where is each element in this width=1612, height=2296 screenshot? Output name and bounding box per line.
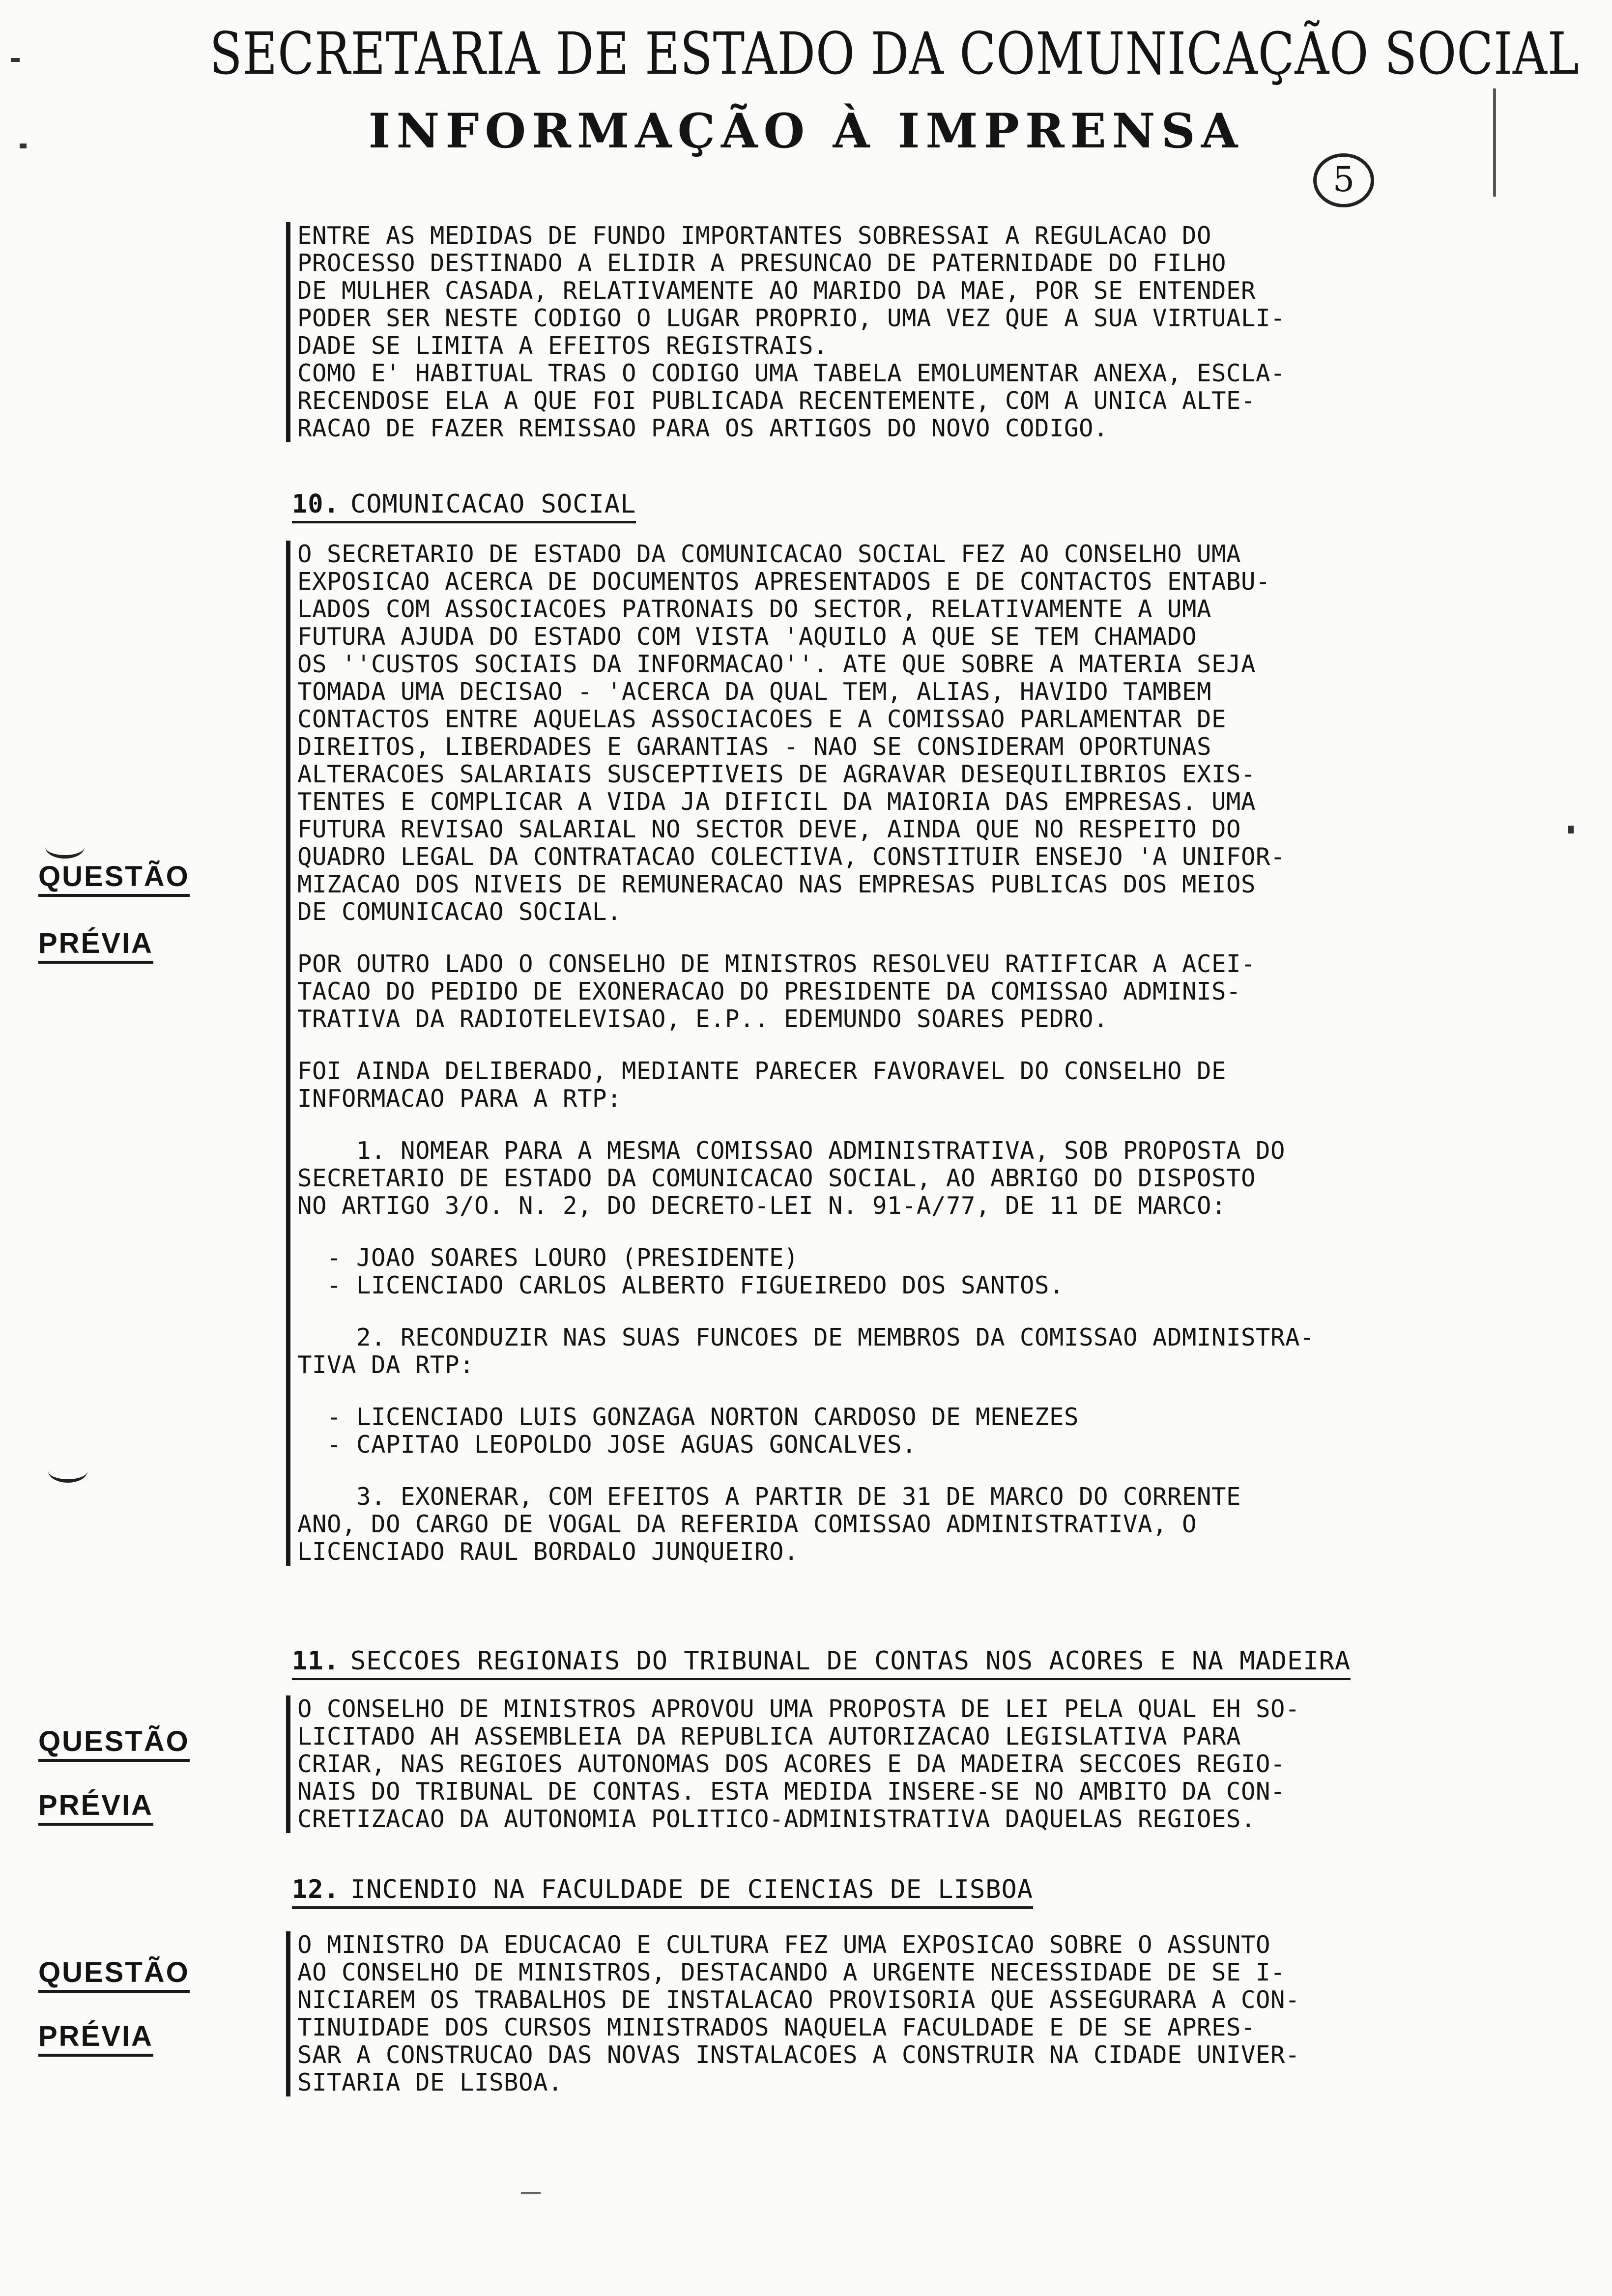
- section-body-12: [286, 1931, 1300, 2096]
- section-number: 11.: [292, 1646, 340, 1676]
- text-line: PODER SER NESTE CODIGO O LUGAR PROPRIO, UMA VEZ QUE A SUA VIRTUALI-: [297, 304, 1286, 332]
- text-line: LICITADO AH ASSEMBLEIA DA REPUBLICA AUTORIZACAO LEGISLATIVA PARA: [297, 1722, 1241, 1751]
- text-line: ENTRE AS MEDIDAS DE FUNDO IMPORTANTES SOBRESSAI A REGULACAO DO: [297, 222, 1212, 250]
- scan-mark: [521, 2192, 541, 2194]
- text-line: DIREITOS, LIBERDADES E GARANTIAS - NAO SE CONSIDERAM OPORTUNAS: [297, 733, 1212, 761]
- list-item: - CAPITAO LEOPOLDO JOSE AGUAS GONCALVES.: [297, 1431, 917, 1459]
- text-line: TRATIVA DA RADIOTELEVISAO, E.P.. EDEMUNDO SOARES PEDRO.: [297, 1005, 1109, 1033]
- margin-note-previa: PRÉVIA: [38, 927, 153, 964]
- text-line: NAIS DO TRIBUNAL DE CONTAS. ESTA MEDIDA INSERE-SE NO AMBITO DA CON-: [297, 1778, 1286, 1806]
- text-line: ANO, DO CARGO DE VOGAL DA REFERIDA COMISSAO ADMINISTRATIVA, O: [297, 1510, 1197, 1538]
- text-line: CRETIZACAO DA AUTONOMIA POLITICO-ADMINISTRATIVA DAQUELAS REGIOES.: [297, 1805, 1256, 1833]
- text-line: O SECRETARIO DE ESTADO DA COMUNICACAO SOCIAL FEZ AO CONSELHO UMA: [297, 540, 1241, 568]
- text-line: COMO E' HABITUAL TRAS O CODIGO UMA TABELA EMOLUMENTAR ANEXA, ESCLA-: [297, 359, 1286, 387]
- scan-mark: [1493, 88, 1496, 197]
- text-line: O CONSELHO DE MINISTROS APROVOU UMA PROPOSTA DE LEI PELA QUAL EH SO-: [297, 1695, 1300, 1723]
- text-line: TENTES E COMPLICAR A VIDA JA DIFICIL DA MAIORIA DAS EMPRESAS. UMA: [297, 788, 1256, 816]
- text-line: TIVA DA RTP:: [297, 1351, 475, 1379]
- section-body-10: [286, 541, 1315, 1566]
- text-line: SECRETARIO DE ESTADO DA COMUNICACAO SOCIAL, AO ABRIGO DO DISPOSTO: [297, 1164, 1256, 1192]
- text-line: FUTURA REVISAO SALARIAL NO SECTOR DEVE, AINDA QUE NO RESPEITO DO: [297, 815, 1241, 843]
- text-line: TACAO DO PEDIDO DE EXONERACAO DO PRESIDENTE DA COMISSAO ADMINIS-: [297, 977, 1241, 1005]
- text-line: OS ''CUSTOS SOCIAIS DA INFORMACAO''. ATE QUE SOBRE A MATERIA SEJA: [297, 650, 1256, 678]
- page-number: 5: [1313, 153, 1374, 207]
- text-line: CRIAR, NAS REGIOES AUTONOMAS DOS ACORES E DA MADEIRA SECCOES REGIO-: [297, 1750, 1286, 1778]
- scan-mark: [11, 58, 20, 62]
- text-line: 3. EXONERAR, COM EFEITOS A PARTIR DE 31 DE MARCO DO CORRENTE: [297, 1483, 1241, 1511]
- margin-note-previa: PRÉVIA: [38, 1789, 153, 1826]
- section-title: SECCOES REGIONAIS DO TRIBUNAL DE CONTAS NOS ACORES E NA MADEIRA: [350, 1646, 1351, 1676]
- margin-mark: [45, 835, 85, 859]
- text-line: FOI AINDA DELIBERADO, MEDIANTE PARECER FAVORAVEL DO CONSELHO DE: [297, 1057, 1227, 1085]
- text-line: MIZACAO DOS NIVEIS DE REMUNERACAO NAS EMPRESAS PUBLICAS DOS MEIOS: [297, 870, 1256, 898]
- text-line: 1. NOMEAR PARA A MESMA COMISSAO ADMINISTRATIVA, SOB PROPOSTA DO: [297, 1137, 1286, 1165]
- text-line: DADE SE LIMITA A EFEITOS REGISTRAIS.: [297, 332, 829, 360]
- margin-mark: [48, 1460, 87, 1483]
- margin-note-previa: PRÉVIA: [38, 2020, 153, 2057]
- text-line: TINUIDADE DOS CURSOS MINISTRADOS NAQUELA FACULDADE E DE SE APRES-: [297, 2013, 1256, 2041]
- text-line: DE COMUNICACAO SOCIAL.: [297, 898, 622, 926]
- text-line: TOMADA UMA DECISAO - 'ACERCA DA QUAL TEM, ALIAS, HAVIDO TAMBEM: [297, 678, 1212, 706]
- list-item: - JOAO SOARES LOURO (PRESIDENTE): [297, 1244, 799, 1272]
- list-item: - LICENCIADO CARLOS ALBERTO FIGUEIREDO DOS SANTOS.: [297, 1271, 1065, 1299]
- section-body-11: [286, 1695, 1300, 1833]
- section-heading-10: [292, 489, 636, 523]
- text-line: PROCESSO DESTINADO A ELIDIR A PRESUNCAO DE PATERNIDADE DO FILHO: [297, 249, 1227, 277]
- text-line: SITARIA DE LISBOA.: [297, 2068, 563, 2096]
- section-heading-12: [292, 1875, 1033, 1909]
- text-line: 2. RECONDUZIR NAS SUAS FUNCOES DE MEMBROS DA COMISSAO ADMINISTRA-: [297, 1323, 1315, 1351]
- section-title: INCENDIO NA FACULDADE DE CIENCIAS DE LISBOA: [350, 1875, 1034, 1904]
- text-line: RECENDOSE ELA A QUE FOI PUBLICADA RECENTEMENTE, COM A UNICA ALTE-: [297, 387, 1256, 415]
- text-line: ALTERACOES SALARIAIS SUSCEPTIVEIS DE AGRAVAR DESEQUILIBRIOS EXIS-: [297, 760, 1256, 788]
- text-line: DE MULHER CASADA, RELATIVAMENTE AO MARIDO DA MAE, POR SE ENTENDER: [297, 277, 1256, 305]
- text-line: EXPOSICAO ACERCA DE DOCUMENTOS APRESENTADOS E DE CONTACTOS ENTABU-: [297, 568, 1271, 596]
- section-title: COMUNICACAO SOCIAL: [350, 489, 636, 519]
- text-line: POR OUTRO LADO O CONSELHO DE MINISTROS RESOLVEU RATIFICAR A ACEI-: [297, 950, 1256, 978]
- margin-note-questao: QUESTÃO: [38, 1956, 190, 1993]
- text-line: NICIAREM OS TRABALHOS DE INSTALACAO PROVISORIA QUE ASSEGURARA A CON-: [297, 1986, 1300, 2014]
- agency-title: SECRETARIA DE ESTADO DA COMUNICAÇÃO SOCIAL: [209, 20, 1580, 87]
- scan-mark: [1568, 826, 1574, 833]
- intro-paragraph: [286, 222, 1285, 442]
- document-subtitle: INFORMAÇÃO À IMPRENSA: [368, 103, 1244, 159]
- margin-note-questao: QUESTÃO: [38, 860, 190, 897]
- section-heading-11: [292, 1646, 1351, 1680]
- scan-mark: [20, 144, 27, 148]
- section-number: 12.: [292, 1875, 340, 1904]
- text-line: RACAO DE FAZER REMISSAO PARA OS ARTIGOS DO NOVO CODIGO.: [297, 414, 1109, 442]
- text-line: AO CONSELHO DE MINISTROS, DESTACANDO A URGENTE NECESSIDADE DE SE I-: [297, 1958, 1286, 1986]
- text-line: O MINISTRO DA EDUCACAO E CULTURA FEZ UMA EXPOSICAO SOBRE O ASSUNTO: [297, 1931, 1271, 1959]
- list-item: - LICENCIADO LUIS GONZAGA NORTON CARDOSO DE MENEZES: [297, 1403, 1079, 1431]
- text-line: LADOS COM ASSOCIACOES PATRONAIS DO SECTOR, RELATIVAMENTE A UMA: [297, 595, 1212, 623]
- text-line: LICENCIADO RAUL BORDALO JUNQUEIRO.: [297, 1538, 799, 1566]
- text-line: SAR A CONSTRUCAO DAS NOVAS INSTALACOES A CONSTRUIR NA CIDADE UNIVER-: [297, 2041, 1300, 2069]
- text-line: NO ARTIGO 3/O. N. 2, DO DECRETO-LEI N. 91-A/77, DE 11 DE MARCO:: [297, 1192, 1227, 1220]
- section-number: 10.: [292, 489, 340, 519]
- text-line: CONTACTOS ENTRE AQUELAS ASSOCIACOES E A COMISSAO PARLAMENTAR DE: [297, 705, 1227, 733]
- text-line: FUTURA AJUDA DO ESTADO COM VISTA 'AQUILO A QUE SE TEM CHAMADO: [297, 623, 1197, 651]
- text-line: QUADRO LEGAL DA CONTRATACAO COLECTIVA, CONSTITUIR ENSEJO 'A UNIFOR-: [297, 843, 1286, 871]
- margin-note-questao: QUESTÃO: [38, 1725, 190, 1762]
- text-line: INFORMACAO PARA A RTP:: [297, 1085, 622, 1113]
